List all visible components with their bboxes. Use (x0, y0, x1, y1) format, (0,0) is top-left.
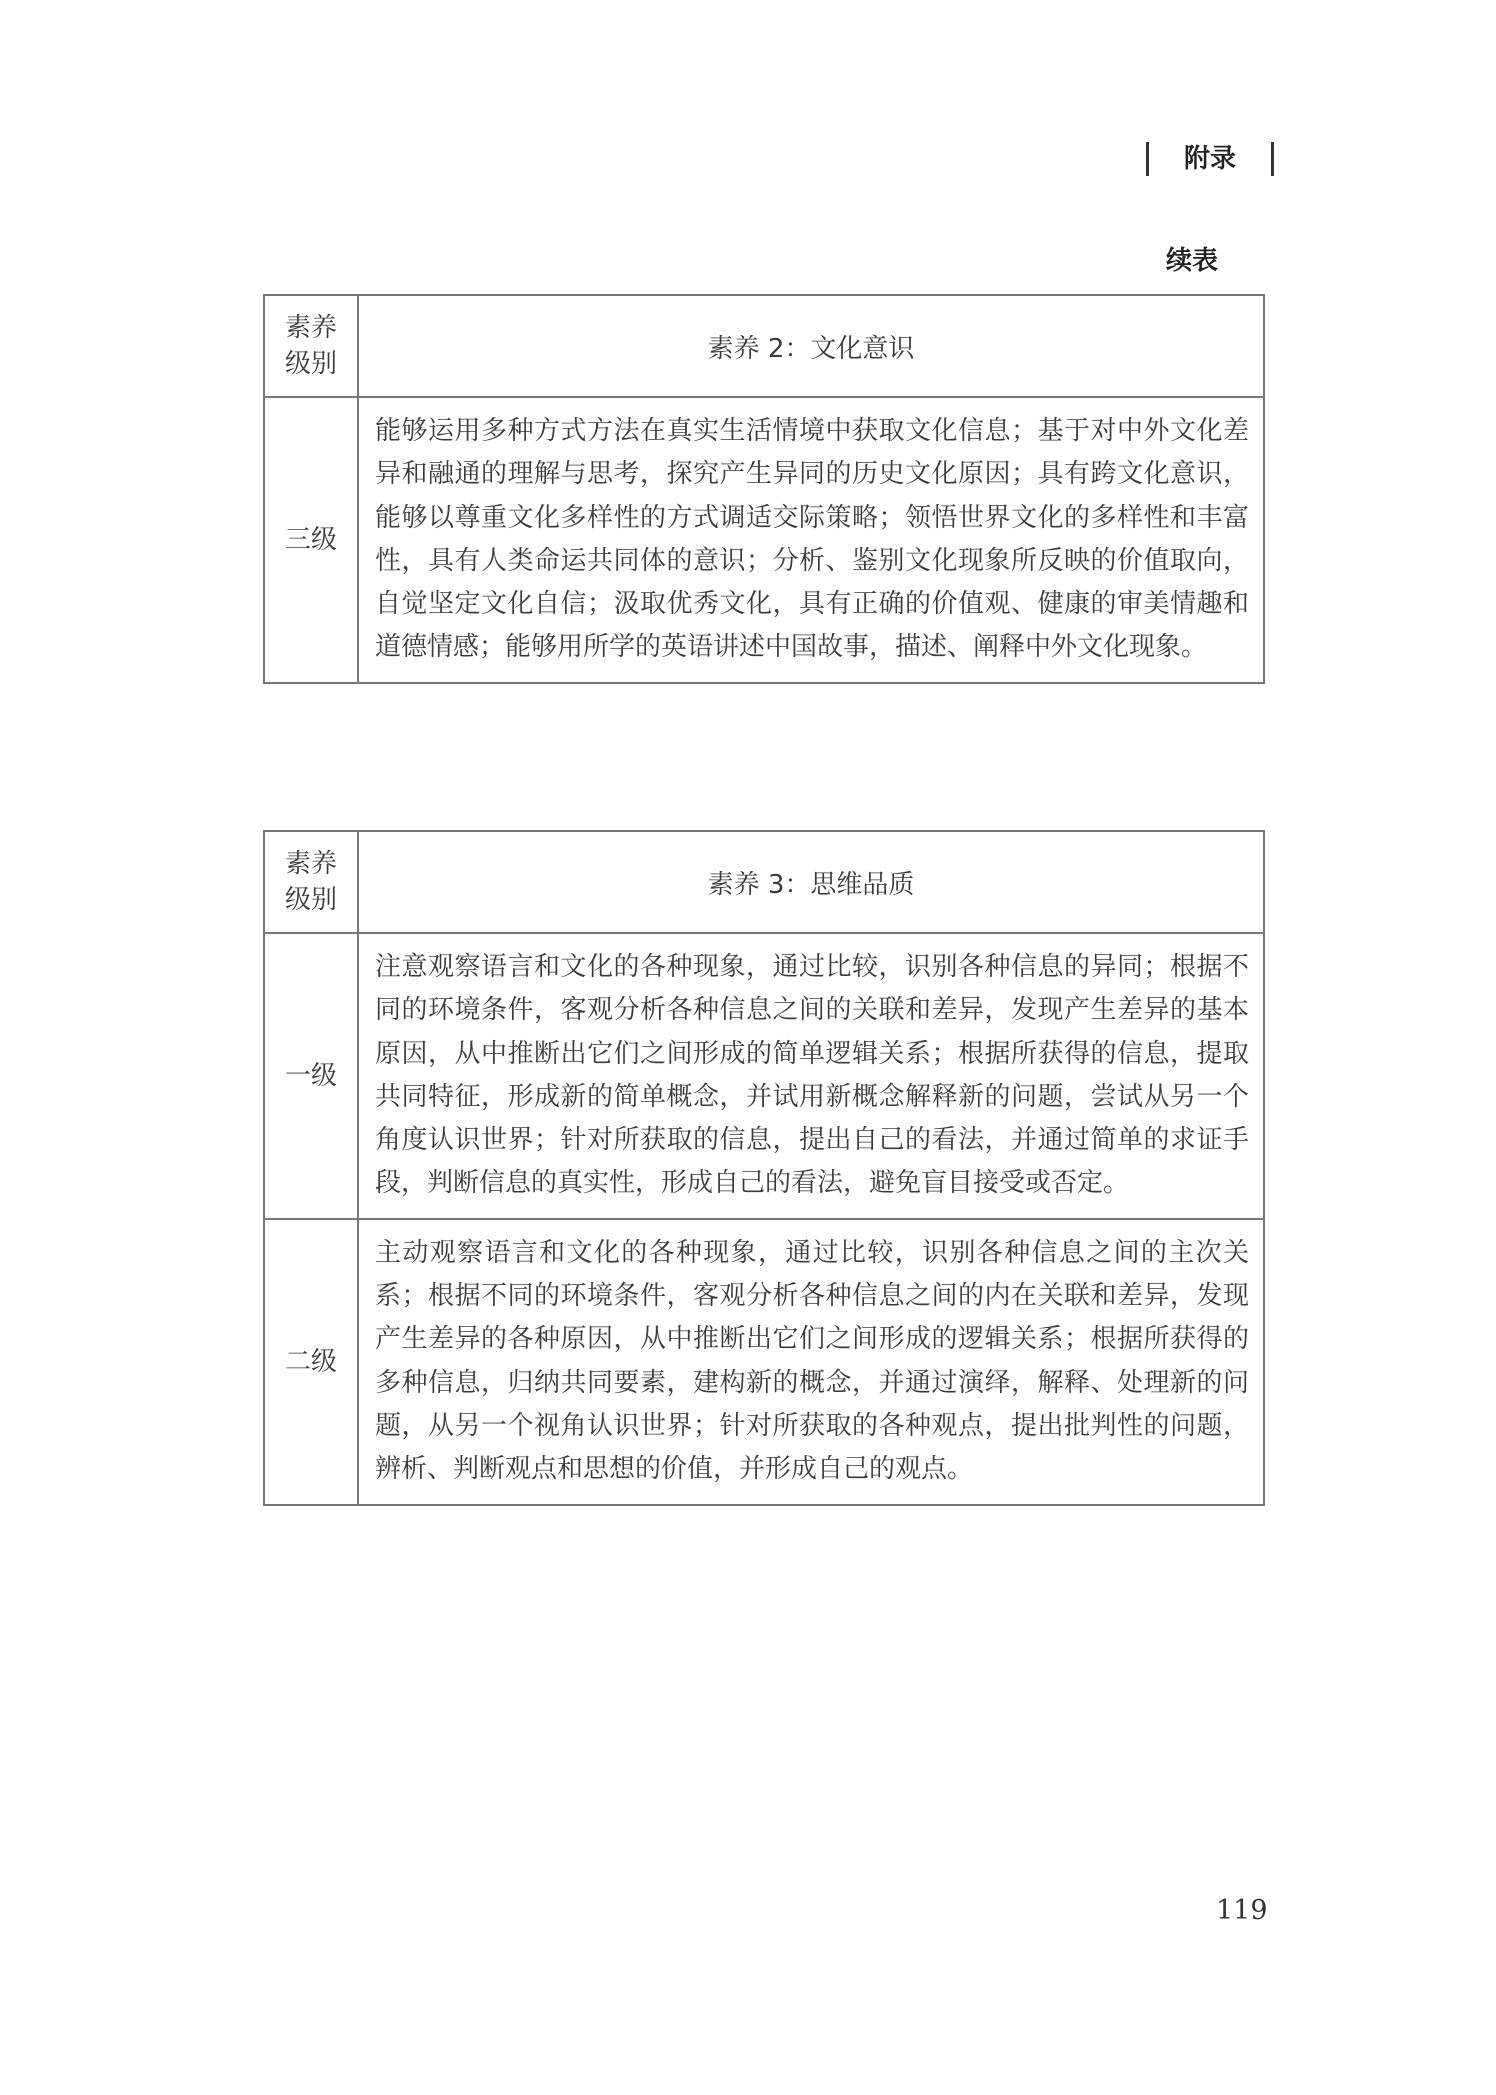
table-row (264, 397, 1264, 683)
table-row (264, 1219, 1264, 1505)
level-cell: 一级 (264, 933, 358, 1219)
table-title: 素养 2：文化意识 (707, 333, 915, 364)
table-title-cell (358, 295, 1264, 397)
level-column-header (264, 831, 358, 933)
description-cell: 主动观察语言和文化的各种现象，通过比较，识别各种信息之间的主次关系；根据不同的环境条件，客观分析各种信息之间的内在关联和差异，发现产生差异的各种原因，从中推断出它们之间形成的逻辑关系；根据所获得的多种信息，归纳共同要素，建构新的概念，并通过演绎，解释、处理新的问题，从另一个视角认识世界；针对所获取的各种观点，提出批判性的问题，辨析、判断观点和思想的价值，并形成自己的观点。 (358, 1219, 1264, 1505)
description-cell: 能够运用多种方式方法在真实生活情境中获取文化信息；基于对中外文化差异和融通的理解与思考，探究产生异同的历史文化原因；具有跨文化意识，能够以尊重文化多样性的方式调适交际策略；领悟世界文化的多样性和丰富性，具有人类命运共同体的意识；分析、鉴别文化现象所反映的价值取向，自觉坚定文化自信；汲取优秀文化，具有正确的价值观、健康的审美情趣和道德情感；能够用所学的英语讲述中国故事，描述、阐释中外文化现象。 (358, 397, 1264, 683)
literacy-table-thinking (263, 830, 1265, 1506)
table-title-cell (358, 831, 1264, 933)
level-cell: 二级 (264, 1219, 358, 1505)
table-header-row (264, 831, 1264, 933)
description-cell: 注意观察语言和文化的各种现象，通过比较，识别各种信息的异同；根据不同的环境条件，客观分析各种信息之间的关联和差异，发现产生差异的基本原因，从中推断出它们之间形成的简单逻辑关系；根据所获得的信息，提取共同特征，形成新的简单概念，并试用新概念解释新的问题，尝试从另一个角度认识世界；针对所获取的信息，提出自己的看法，并通过简单的求证手段，判断信息的真实性，形成自己的看法，避免盲目接受或否定。 (358, 933, 1264, 1219)
table-title: 素养 3：思维品质 (707, 869, 915, 900)
page-number: 119 (1216, 1895, 1268, 1926)
running-header (1146, 142, 1274, 178)
table-row (264, 933, 1264, 1219)
level-header-text: 素养 级别 (284, 849, 337, 915)
table-header-row (264, 295, 1264, 397)
header-right-rule (1271, 142, 1274, 176)
level-header-text: 素养 级别 (284, 313, 337, 379)
level-column-header (264, 295, 358, 397)
header-title: 附录 (1183, 144, 1236, 174)
level-cell: 三级 (264, 397, 358, 683)
continued-label: 续表 (1166, 246, 1219, 276)
literacy-table-culture (263, 294, 1265, 684)
